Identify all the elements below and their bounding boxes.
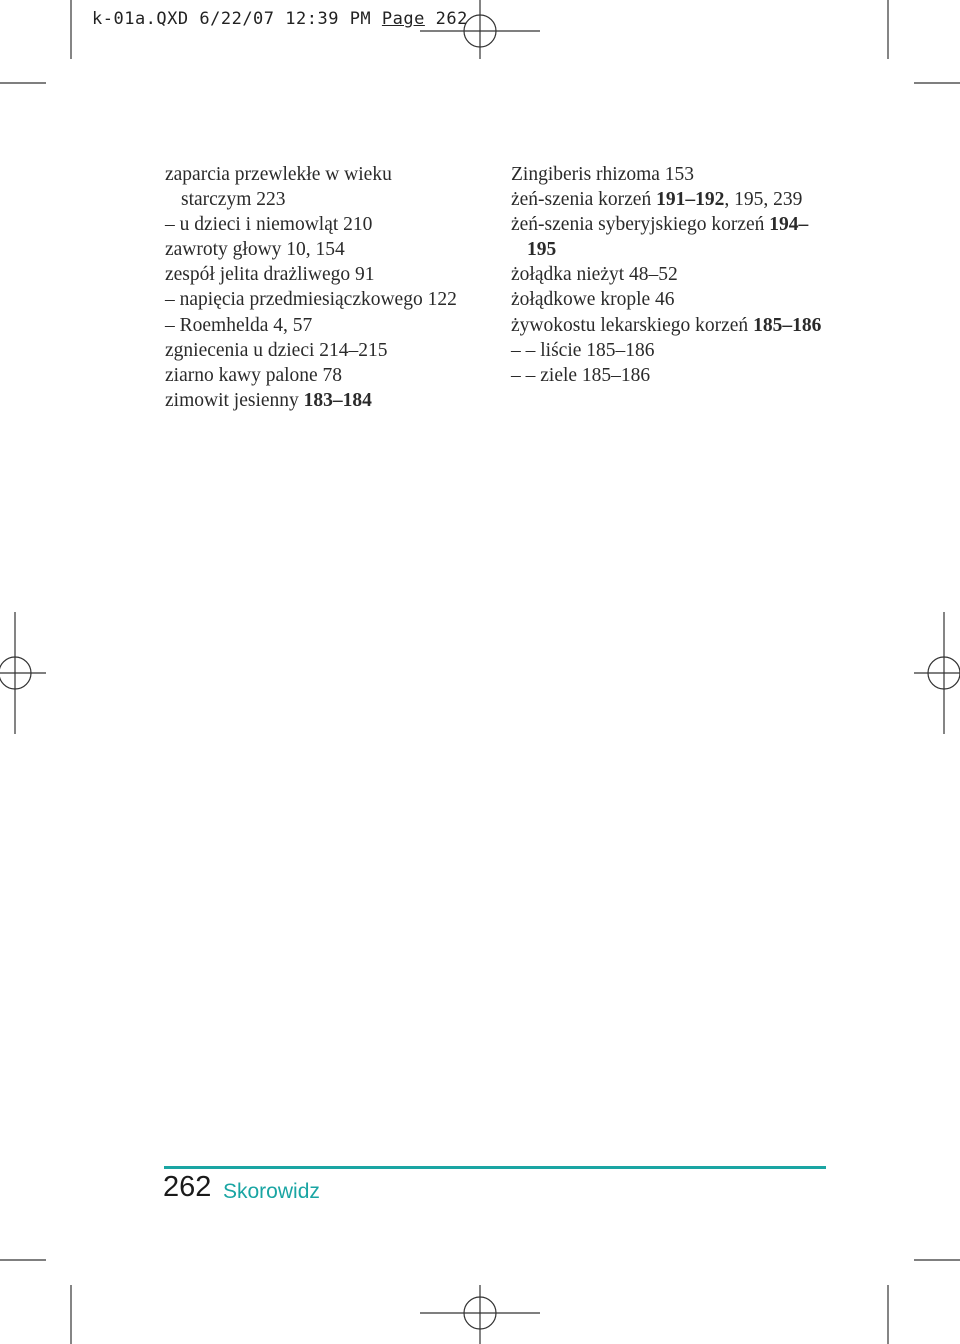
index-entry-text: – – liście 185–186	[511, 339, 655, 361]
index-entry	[165, 388, 465, 413]
index-entry	[511, 187, 831, 212]
index-entry-text: żeń-szenia korzeń	[511, 189, 657, 211]
index-entry	[165, 162, 465, 212]
index-entry	[165, 212, 465, 237]
slug-time: 12:39 PM	[285, 9, 372, 29]
index-entry	[511, 313, 831, 338]
index-entry-pages: , 195, 239	[724, 189, 803, 211]
index-column-right	[511, 162, 831, 388]
index-entry-text: żywokostu lekarskiego korzeń	[511, 314, 754, 336]
slug-page-number: 262	[435, 9, 468, 29]
index-entry-text: zgniecenia u dzieci 214–215	[165, 339, 388, 361]
index-entry-text: żołądkowe krople 46	[511, 289, 675, 311]
slug-page-word: Page	[381, 9, 425, 29]
footer-page-number: 262	[163, 1171, 212, 1203]
index-entry	[511, 363, 831, 388]
index-entry	[165, 287, 465, 312]
index-entry	[511, 162, 831, 187]
slug-date: 6/22/07	[199, 9, 275, 29]
index-entry-bold-pages: 185–186	[753, 314, 822, 336]
index-entry	[511, 212, 831, 262]
index-entry-text: żeń-szenia syberyjskiego korzeń	[511, 214, 770, 236]
index-entry	[165, 338, 465, 363]
index-entry-bold-pages: 194– 195	[527, 214, 809, 261]
index-entry-text: – Roemhelda 4, 57	[165, 314, 313, 336]
print-slug	[92, 9, 468, 29]
index-entry	[511, 287, 831, 312]
index-entry	[165, 237, 465, 262]
footer-section-title: Skorowidz	[223, 1180, 320, 1203]
index-entry-bold-pages: 183–184	[303, 389, 372, 411]
footer-rule	[164, 1166, 826, 1169]
index-entry-text: zaparcia przewlekłe w wieku starczym 223	[165, 164, 392, 211]
index-entry-text: ziarno kawy palone 78	[165, 364, 343, 386]
index-entry-text: żołądka nieżyt 48–52	[511, 264, 678, 286]
index-entry-text: – u dzieci i niemowląt 210	[165, 214, 373, 236]
index-column-left	[165, 162, 465, 413]
index-entry	[165, 363, 465, 388]
index-entry-text: zespół jelita drażliwego 91	[165, 264, 375, 286]
slug-file: k-01a.QXD	[92, 9, 189, 29]
index-entry-text: – – ziele 185–186	[511, 364, 651, 386]
index-entry-text: zawroty głowy 10, 154	[165, 239, 345, 261]
index-entry-bold-pages: 191–192	[656, 189, 725, 211]
index-entry-text: – napięcia przedmiesiączkowego 122	[165, 289, 457, 311]
index-entry-text: Zingiberis rhizoma 153	[511, 164, 695, 185]
index-entry	[165, 313, 465, 338]
index-entry	[511, 338, 831, 363]
index-entry	[511, 262, 831, 287]
index-entry-text: zimowit jesienny	[165, 389, 304, 411]
index-entry	[165, 262, 465, 287]
